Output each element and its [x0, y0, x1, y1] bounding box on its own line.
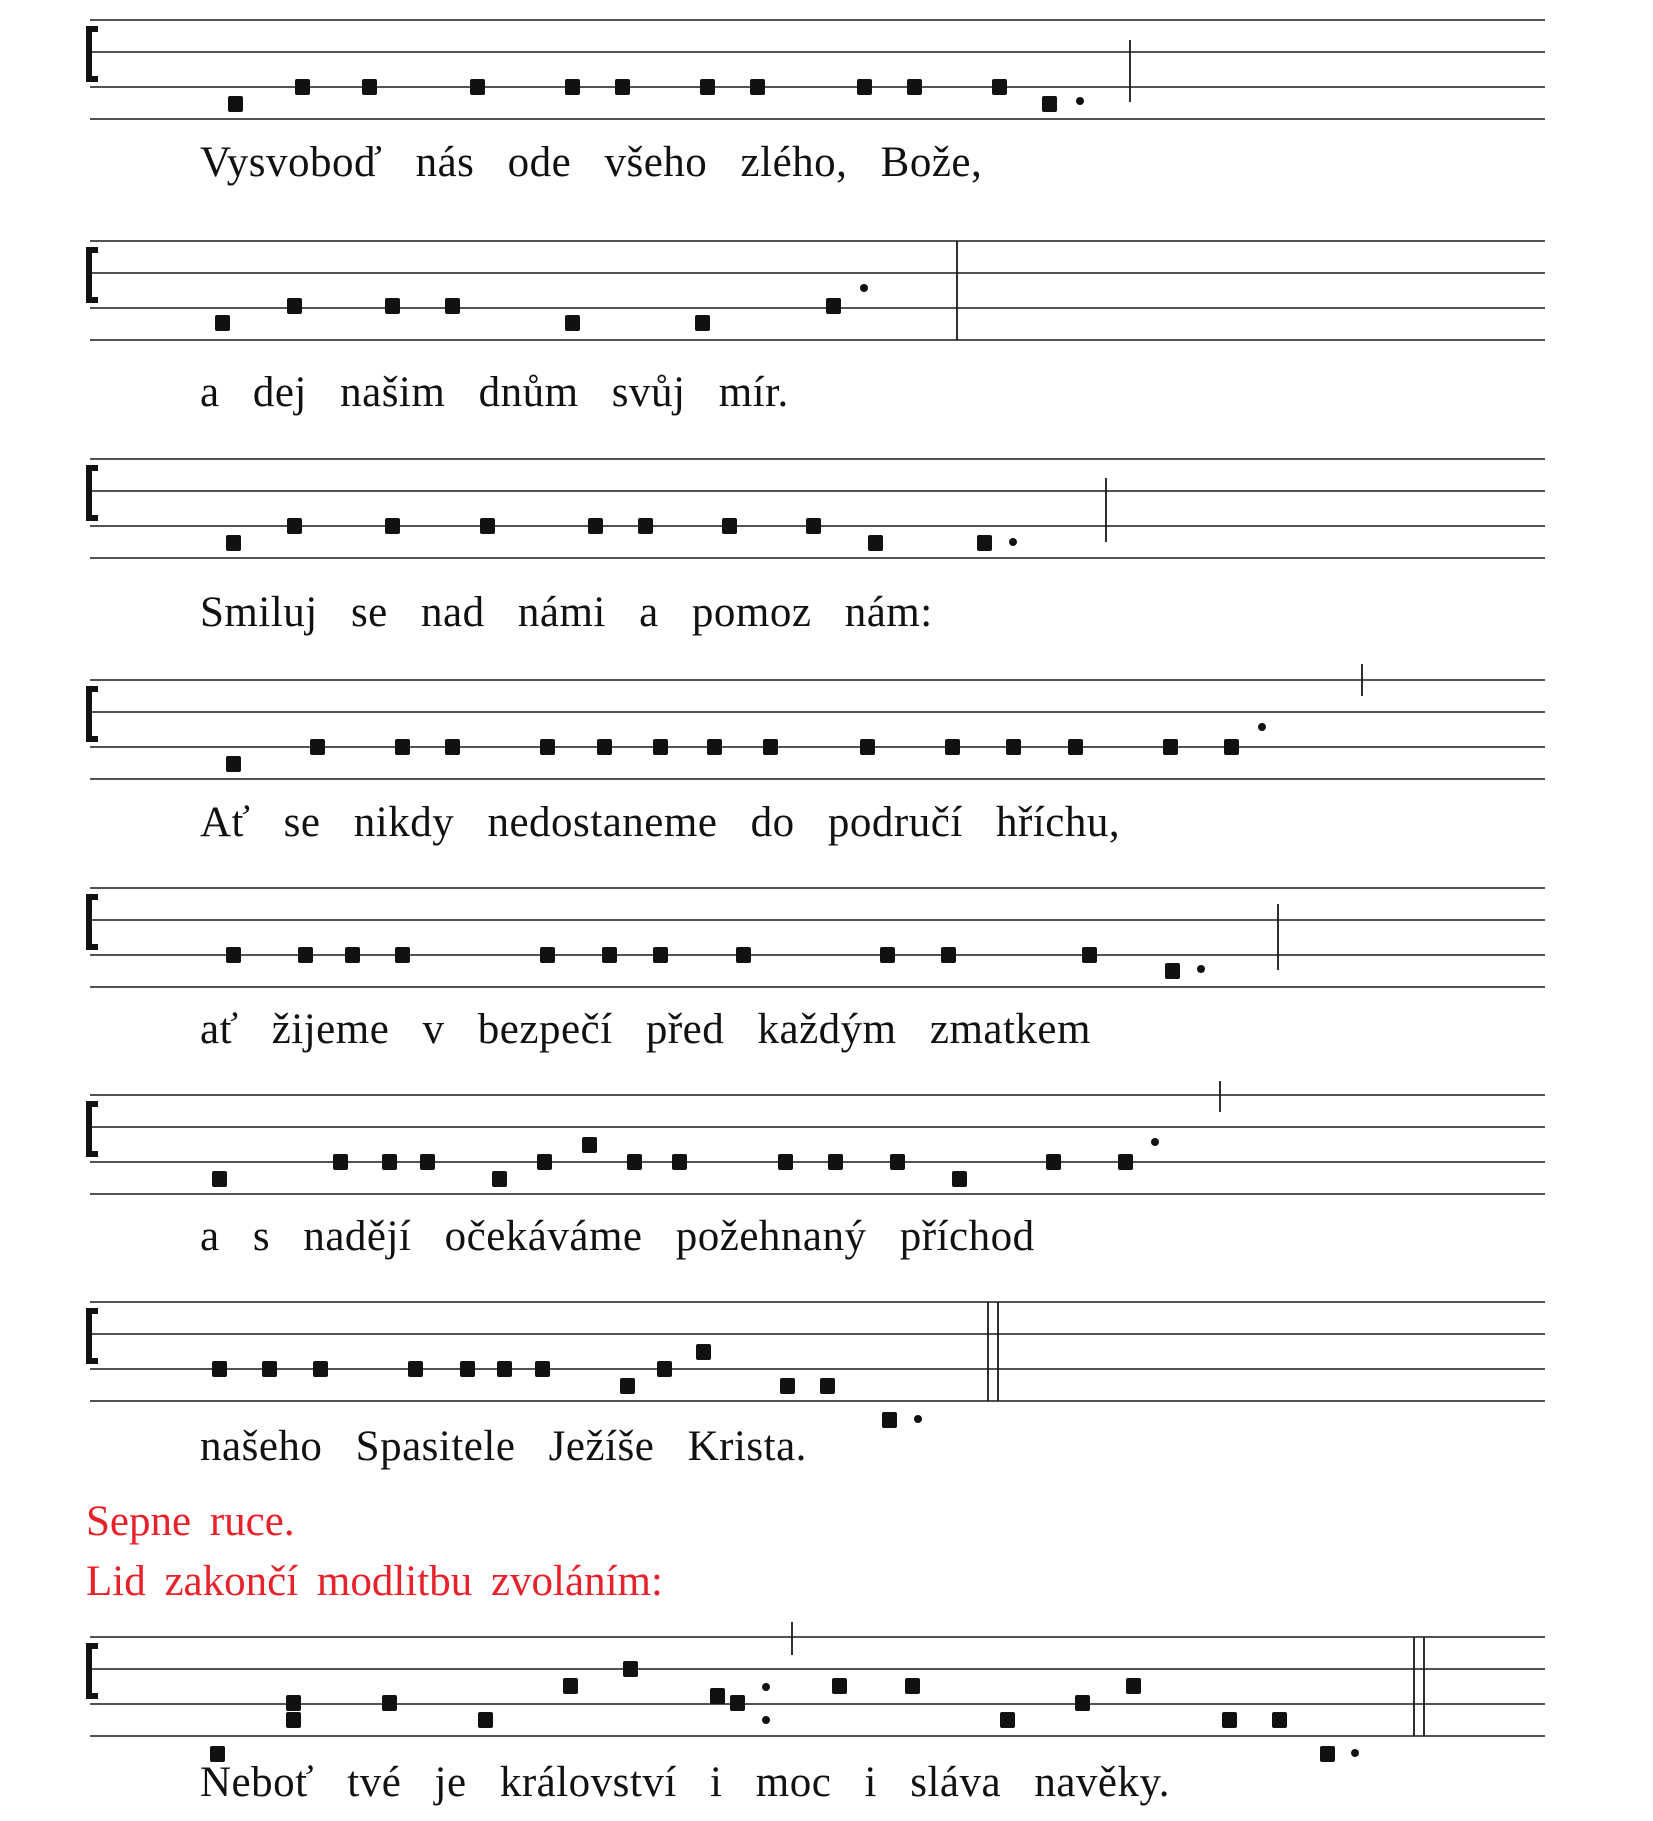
c-clef-icon [86, 1101, 98, 1157]
lyric-line-7: našeho Spasitele Ježíše Krista. [200, 1423, 807, 1470]
staff-7 [86, 1302, 1545, 1428]
lyric-line-6: a s nadějí očekáváme požehnaný příchod [200, 1213, 1035, 1260]
rubric-instruction-1: Sepne ruce. [86, 1498, 295, 1545]
lyric-line-5: ať žijeme v bezpečí před každým zmatkem [200, 1006, 1091, 1053]
c-clef-icon [86, 26, 98, 82]
staff-2 [86, 241, 1545, 340]
c-clef-icon [86, 1308, 98, 1364]
staff-4 [86, 664, 1545, 779]
staff-1 [86, 20, 1545, 119]
c-clef-icon [86, 1643, 98, 1699]
staff-3 [86, 459, 1545, 558]
c-clef-icon [86, 465, 98, 521]
c-clef-icon [86, 686, 98, 742]
c-clef-icon [86, 247, 98, 303]
c-clef-icon [86, 894, 98, 950]
staff-6 [86, 1081, 1545, 1194]
lyric-line-3: Smiluj se nad námi a pomoz nám: [200, 589, 933, 636]
lyric-line-8: Neboť tvé je království i moc i sláva navěky. [200, 1759, 1170, 1806]
staff-5 [86, 888, 1545, 987]
lyric-line-4: Ať se nikdy nedostaneme do područí hříchu, [200, 799, 1121, 846]
rubric-instruction-2: Lid zakončí modlitbu zvoláním: [86, 1558, 663, 1605]
staff-8 [86, 1622, 1545, 1762]
lyric-line-1: Vysvoboď nás ode všeho zlého, Bože, [200, 139, 983, 186]
lyric-line-2: a dej našim dnům svůj mír. [200, 369, 789, 416]
